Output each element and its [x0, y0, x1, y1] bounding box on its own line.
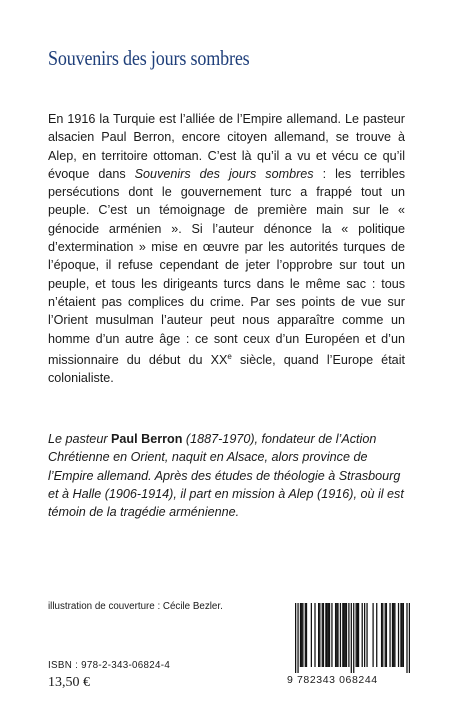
barcode-bar: [392, 603, 393, 667]
author-name: Paul Berron: [111, 432, 183, 446]
barcode-bar: [345, 603, 346, 667]
summary-text-2: : les terribles persécutions dont le gouvernement turc a frappé tout un peuple. C’est un témoignage de première main sur le « génocide arménien ». Si l’auteur dénonce la « politique d’extermination » mise en œuvre par les autorités turques de l’époque, il refuse cependant de jeter l’opprobre sur tout un peuple, et tous les dirigeants turcs dans le même sac : tous n’étaient pas complices du crime. Par ses points de vue sur l’Orient musulman l’auteur peut nous apparaître comme un homme d’un autre âge : ce sont ceux d’un Européen et d’un missionnaire du début du XX: [48, 166, 406, 368]
summary-text-3: siècle, quand l’Europe était colonialiste.: [48, 353, 405, 386]
barcode-bar: [302, 603, 303, 667]
barcode-bar: [394, 603, 395, 667]
barcode-bar: [301, 603, 302, 667]
barcode-bar: [343, 603, 344, 667]
barcode-bar: [398, 603, 399, 667]
barcode-bar: [311, 603, 312, 667]
barcode-bar: [362, 603, 363, 667]
barcode-bar: [318, 603, 319, 667]
summary-text-1: En 1916 la Turquie est l’alliée de l’Empire allemand. Le pasteur alsacien Paul Berron, encore citoyen allemand, se trouve à Alep, en territoire ottoman. C’est là qu’il a vu et vécu ce qu’il évoque dans: [48, 112, 405, 181]
barcode-bar: [325, 603, 326, 667]
barcode-bar: [306, 603, 307, 667]
barcode-bar: [358, 603, 359, 667]
barcode-bar: [406, 603, 407, 673]
barcode-bar: [382, 603, 383, 667]
barcode-bar: [393, 603, 394, 667]
back-cover-summary: [48, 110, 405, 388]
barcode-bar: [364, 603, 365, 667]
barcode-bar: [314, 603, 315, 667]
barcode-bar: [295, 603, 296, 673]
barcode-bar: [319, 603, 320, 667]
barcode-bar: [357, 603, 358, 667]
barcode-bar: [381, 603, 382, 667]
barcode-bar: [400, 603, 401, 667]
barcode-bar: [356, 603, 357, 667]
summary-superscript: e: [227, 351, 232, 361]
isbn-number: ISBN : 978-2-343-06824-4: [48, 660, 171, 671]
barcode-bar: [305, 603, 306, 667]
barcode-bar: [322, 603, 323, 667]
barcode-bar: [337, 603, 338, 667]
summary-book-title: Souvenirs des jours sombres: [134, 166, 314, 181]
barcode-bar: [326, 603, 327, 667]
barcode-bar: [348, 603, 349, 667]
barcode-bar: [385, 603, 386, 667]
barcode-bar: [342, 603, 343, 667]
barcode-bar: [403, 603, 404, 667]
bio-text: (1887-1970), fondateur de l’Action Chrétienne en Orient, naquit en Alsace, alors province de l’Empire allemand. Après des études de théologie à Strasbourg et à Halle (1906-1914), il part en mission à Alep (1916), où il est témoin de la tragédie arménienne.: [48, 432, 404, 520]
barcode-bar: [386, 603, 387, 667]
barcode-bar: [351, 603, 352, 673]
barcode-bar: [376, 603, 377, 667]
author-bio: [48, 430, 405, 521]
book-title: Souvenirs des jours sombres: [48, 46, 250, 70]
barcode-bar: [366, 603, 367, 667]
barcode-bar: [328, 603, 329, 667]
bio-lead: Le pasteur: [48, 432, 112, 446]
barcode-bar: [340, 603, 341, 667]
barcode-bars: [295, 603, 410, 673]
isbn-barcode: [287, 603, 410, 688]
barcode-bar: [402, 603, 403, 667]
book-price: 13,50 €: [48, 675, 90, 690]
barcode-bar: [297, 603, 298, 673]
barcode-bar: [372, 603, 373, 667]
barcode-bar: [409, 603, 410, 673]
barcode-bar: [329, 603, 330, 667]
barcode-bar: [335, 603, 336, 667]
barcode-bar: [323, 603, 324, 667]
barcode-bar: [336, 603, 337, 667]
barcode-bar: [389, 603, 390, 667]
barcode-digits: 9 782343 068244: [287, 674, 378, 686]
barcode-bar: [300, 603, 301, 667]
barcode-bar: [331, 603, 332, 667]
barcode-bar: [346, 603, 347, 667]
cover-illustration-credit: illustration de couverture : Cécile Bezler.: [48, 601, 223, 612]
barcode-bar: [353, 603, 354, 673]
